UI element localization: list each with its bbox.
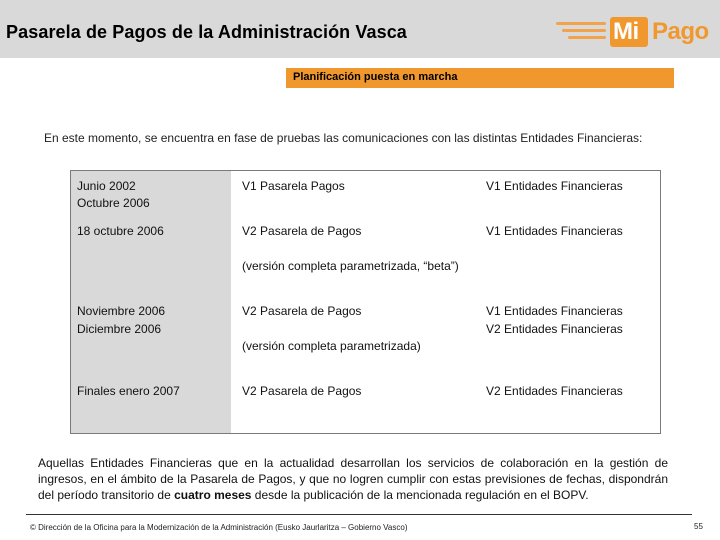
row-4-date-1: Finales enero 2007: [77, 384, 180, 398]
row-3-entidades-2: V2 Entidades Financieras: [486, 322, 623, 336]
logo-pago-text: Pago: [652, 18, 709, 45]
logo-mi-text: Mi: [613, 18, 639, 45]
page-title: Pasarela de Pagos de la Administración Vasca: [6, 22, 407, 42]
closing-emphasis: cuatro meses: [174, 488, 252, 502]
row-2-note: (versión completa parametrizada, “beta”): [242, 259, 459, 273]
intro-paragraph: En este momento, se encuentra en fase de pruebas las comunicaciones con las distintas Entidades Financieras:: [44, 131, 643, 145]
timeline-table: [70, 170, 661, 434]
row-1-pasarela: V1 Pasarela Pagos: [242, 179, 345, 193]
row-2-entidades-1: V1 Entidades Financieras: [486, 224, 623, 238]
header-bar: [0, 0, 720, 58]
closing-paragraph: [38, 455, 668, 503]
footer-divider: [26, 514, 692, 515]
row-2-pasarela: V2 Pasarela de Pagos: [242, 224, 362, 238]
row-3-date-2: Diciembre 2006: [77, 322, 162, 336]
page-number: 55: [694, 522, 703, 531]
row-4-pasarela: V2 Pasarela de Pagos: [242, 384, 362, 398]
row-1-entidades-1: V1 Entidades Financieras: [486, 179, 623, 193]
row-3-note: (versión completa parametrizada): [242, 339, 421, 353]
row-2-date-1: 18 octubre 2006: [77, 224, 164, 238]
section-banner: [286, 68, 674, 88]
row-1-date-2: Octubre 2006: [77, 196, 150, 210]
row-3-pasarela: V2 Pasarela de Pagos: [242, 304, 362, 318]
section-banner-label: Planificación puesta en marcha: [293, 71, 458, 83]
closing-text-after: desde la publicación de la mencionada regulación en el BOPV.: [251, 488, 589, 502]
row-1-date-1: Junio 2002: [77, 179, 136, 193]
closing-text-before: Aquellas Entidades Financieras que en la actualidad desarrollan los servicios de colaboración en la gestión de ingresos, en el ámbito de la Pasarela de Pagos, y que no logren cumplir con estas previsiones de fechas, dispondrán del período transitorio de: [38, 456, 668, 502]
mipago-logo: [556, 14, 716, 50]
row-4-entidades-1: V2 Entidades Financieras: [486, 384, 623, 398]
row-3-date-1: Noviembre 2006: [77, 304, 166, 318]
footer-copyright: © Dirección de la Oficina para la Modernización de la Administración (Eusko Jaurlaritza – Gobierno Vasco): [30, 523, 408, 532]
row-3-entidades-1: V1 Entidades Financieras: [486, 304, 623, 318]
